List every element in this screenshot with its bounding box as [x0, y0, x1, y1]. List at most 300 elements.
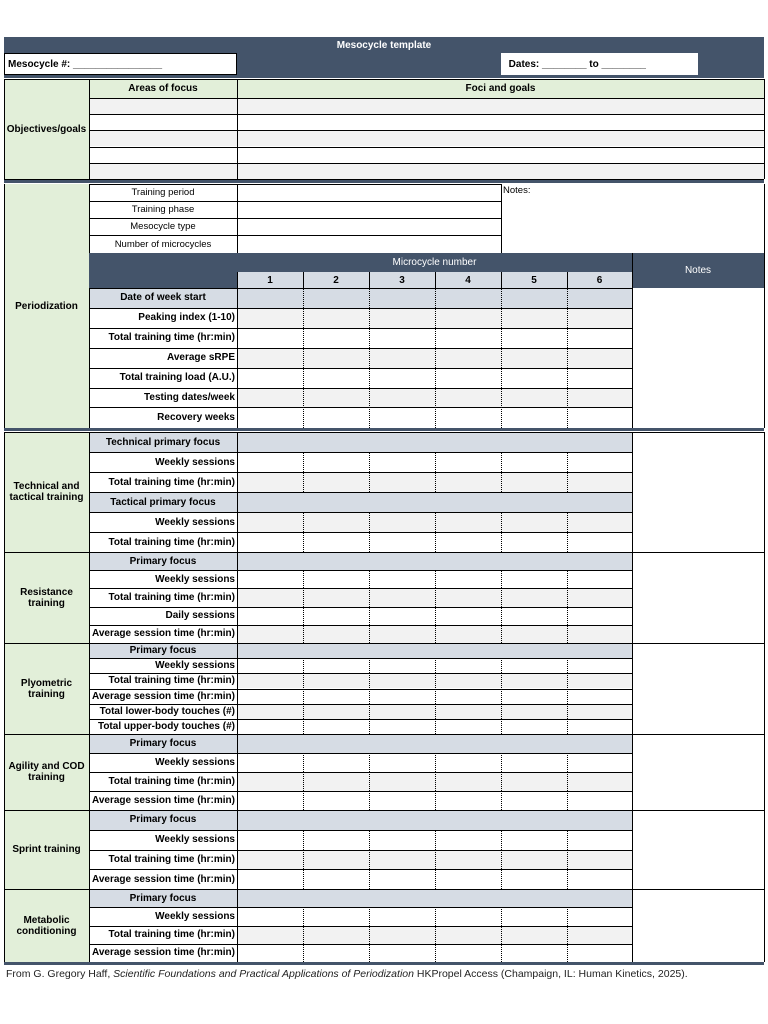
column-line: [567, 588, 568, 606]
column-line: [501, 532, 502, 552]
training-cell[interactable]: [435, 472, 501, 492]
training-cell[interactable]: [567, 689, 632, 704]
training-cell[interactable]: [237, 689, 303, 704]
training-cell[interactable]: [435, 689, 501, 704]
training-cell[interactable]: [567, 658, 632, 673]
training-cell[interactable]: [501, 753, 567, 772]
training-cell[interactable]: [369, 772, 435, 791]
period-cell[interactable]: [369, 328, 435, 348]
info-row-input[interactable]: [237, 184, 501, 201]
training-cell[interactable]: [237, 869, 303, 889]
training-cell[interactable]: [237, 704, 303, 719]
training-cell[interactable]: [567, 869, 632, 889]
training-cell[interactable]: [435, 791, 501, 810]
primary-focus-input[interactable]: [237, 492, 632, 512]
training-cell[interactable]: [303, 869, 369, 889]
training-cell[interactable]: [435, 658, 501, 673]
focus-area-input[interactable]: [89, 130, 237, 146]
training-cell[interactable]: [435, 753, 501, 772]
training-cell[interactable]: [501, 791, 567, 810]
info-row-input[interactable]: [237, 201, 501, 218]
section-row-label: Primary focus: [89, 889, 237, 907]
period-cell[interactable]: [303, 308, 369, 328]
period-cell[interactable]: [435, 407, 501, 427]
rule-line: [89, 184, 501, 185]
rule-line: [89, 147, 764, 148]
training-cell[interactable]: [567, 719, 632, 734]
training-cell[interactable]: [435, 719, 501, 734]
goal-input[interactable]: [237, 147, 764, 163]
column-line: [4, 432, 5, 552]
column-line: [501, 658, 502, 673]
training-cell[interactable]: [501, 926, 567, 944]
training-cell[interactable]: [435, 830, 501, 850]
column-line: [567, 689, 568, 704]
training-cell[interactable]: [567, 673, 632, 688]
goal-input[interactable]: [237, 114, 764, 130]
training-cell[interactable]: [435, 850, 501, 870]
training-cell[interactable]: [435, 452, 501, 472]
section-row-label: Weekly sessions: [89, 658, 237, 673]
training-cell[interactable]: [369, 588, 435, 606]
training-cell[interactable]: [369, 512, 435, 532]
training-cell[interactable]: [501, 673, 567, 688]
column-line: [369, 288, 370, 428]
section-row-label: Tactical primary focus: [89, 492, 237, 512]
rule-line: [89, 235, 501, 236]
training-cell[interactable]: [435, 926, 501, 944]
period-cell[interactable]: [369, 388, 435, 408]
rule-line: [89, 944, 632, 945]
training-cell[interactable]: [435, 532, 501, 552]
rule-line: [89, 348, 632, 349]
training-cell[interactable]: [303, 704, 369, 719]
training-cell[interactable]: [237, 907, 303, 925]
training-cell[interactable]: [237, 830, 303, 850]
training-cell[interactable]: [501, 658, 567, 673]
period-cell[interactable]: [369, 407, 435, 427]
period-cell[interactable]: [303, 368, 369, 388]
column-line: [303, 532, 304, 552]
training-cell[interactable]: [567, 570, 632, 588]
training-cell[interactable]: [567, 607, 632, 625]
footer-citation: From G. Gregory Haff, Scientific Foundations and Practical Applications of Periodization HKPropel Access (Champaign, IL: Human Kinetics, 2025).: [6, 968, 688, 980]
goal-input[interactable]: [237, 98, 764, 114]
training-cell[interactable]: [369, 625, 435, 643]
training-cell[interactable]: [369, 926, 435, 944]
training-cell[interactable]: [435, 907, 501, 925]
training-cell[interactable]: [303, 607, 369, 625]
microcycle-2-label: 2: [303, 272, 369, 288]
rule-line: [89, 98, 764, 99]
focus-area-input[interactable]: [89, 98, 237, 114]
goal-input[interactable]: [237, 130, 764, 146]
column-line: [435, 288, 436, 428]
column-line: [567, 472, 568, 492]
training-cell[interactable]: [369, 689, 435, 704]
column-line: [89, 889, 90, 962]
training-cell[interactable]: [369, 570, 435, 588]
training-cell[interactable]: [303, 689, 369, 704]
column-line: [369, 272, 370, 288]
column-line: [369, 607, 370, 625]
section-notes-2[interactable]: [632, 643, 764, 734]
column-line: [89, 288, 90, 428]
column-line: [632, 552, 633, 643]
training-cell[interactable]: [303, 625, 369, 643]
training-cell[interactable]: [567, 512, 632, 532]
training-cell[interactable]: [303, 532, 369, 552]
column-line: [237, 272, 238, 288]
info-row-label: Training period: [89, 184, 237, 201]
training-cell[interactable]: [567, 532, 632, 552]
period-cell[interactable]: [237, 348, 303, 368]
column-line: [4, 734, 5, 810]
training-cell[interactable]: [501, 907, 567, 925]
training-cell[interactable]: [501, 689, 567, 704]
period-cell[interactable]: [435, 388, 501, 408]
period-cell[interactable]: [501, 348, 567, 368]
training-cell[interactable]: [237, 673, 303, 688]
section-row-label: Total training time (hr:min): [89, 926, 237, 944]
training-cell[interactable]: [237, 532, 303, 552]
primary-focus-input[interactable]: [237, 643, 632, 658]
focus-area-input[interactable]: [89, 163, 237, 179]
period-cell[interactable]: [435, 328, 501, 348]
training-cell[interactable]: [435, 588, 501, 606]
period-cell[interactable]: [435, 368, 501, 388]
column-line: [435, 532, 436, 552]
section-divider: [4, 428, 764, 431]
mesocycle-number-field[interactable]: Mesocycle #: ________________: [4, 53, 237, 75]
training-cell[interactable]: [303, 588, 369, 606]
period-cell[interactable]: [303, 407, 369, 427]
training-cell[interactable]: [369, 791, 435, 810]
column-line: [501, 791, 502, 810]
training-cell[interactable]: [303, 772, 369, 791]
training-cell[interactable]: [237, 472, 303, 492]
dates-field[interactable]: Dates: ________ to ________: [501, 55, 698, 73]
primary-focus-input[interactable]: [237, 432, 632, 452]
training-cell[interactable]: [501, 452, 567, 472]
training-cell[interactable]: [567, 472, 632, 492]
training-cell[interactable]: [303, 719, 369, 734]
period-cell[interactable]: [501, 368, 567, 388]
training-cell[interactable]: [567, 850, 632, 870]
period-cell[interactable]: [369, 308, 435, 328]
period-cell[interactable]: [303, 388, 369, 408]
column-line: [303, 926, 304, 944]
training-cell[interactable]: [237, 452, 303, 472]
training-cell[interactable]: [303, 753, 369, 772]
training-cell[interactable]: [237, 607, 303, 625]
training-cell[interactable]: [567, 753, 632, 772]
section-notes-0[interactable]: [632, 432, 764, 552]
rule-line: [89, 926, 632, 927]
training-cell[interactable]: [435, 673, 501, 688]
column-line: [501, 926, 502, 944]
section-row-label: Average session time (hr:min): [89, 791, 237, 810]
rule-line: [89, 492, 632, 493]
training-cell[interactable]: [369, 532, 435, 552]
period-cell[interactable]: [567, 388, 632, 408]
training-cell[interactable]: [237, 570, 303, 588]
rule-line: [89, 201, 501, 202]
column-line: [237, 288, 238, 428]
period-cell[interactable]: [303, 328, 369, 348]
training-cell[interactable]: [237, 753, 303, 772]
column-line: [4, 643, 5, 734]
period-row-label: Total training load (A.U.): [89, 368, 237, 388]
focus-area-input[interactable]: [89, 114, 237, 130]
column-line: [237, 79, 238, 179]
section-label-2: Plyometric training: [4, 643, 89, 734]
section-notes-3[interactable]: [632, 734, 764, 810]
column-line: [4, 552, 5, 643]
info-row-input[interactable]: [237, 235, 501, 254]
column-line: [764, 79, 765, 179]
column-line: [632, 643, 633, 734]
training-cell[interactable]: [369, 850, 435, 870]
period-cell[interactable]: [567, 288, 632, 308]
training-cell[interactable]: [567, 588, 632, 606]
training-cell[interactable]: [369, 753, 435, 772]
column-line: [89, 184, 90, 253]
training-cell[interactable]: [303, 944, 369, 962]
rule-line: [89, 328, 632, 329]
training-cell[interactable]: [435, 512, 501, 532]
rule-line: [89, 791, 632, 792]
training-cell[interactable]: [303, 830, 369, 850]
training-cell[interactable]: [435, 869, 501, 889]
training-cell[interactable]: [369, 830, 435, 850]
training-cell[interactable]: [369, 607, 435, 625]
rule-line: [89, 308, 632, 309]
period-cell[interactable]: [567, 308, 632, 328]
column-line: [501, 452, 502, 472]
training-cell[interactable]: [501, 588, 567, 606]
training-cell[interactable]: [567, 944, 632, 962]
rule-line: [89, 407, 632, 408]
microcycle-6-label: 6: [567, 272, 632, 288]
training-cell[interactable]: [303, 673, 369, 688]
training-cell[interactable]: [501, 472, 567, 492]
period-cell[interactable]: [567, 348, 632, 368]
training-cell[interactable]: [501, 830, 567, 850]
column-line: [237, 643, 238, 734]
training-cell[interactable]: [567, 704, 632, 719]
training-cell[interactable]: [435, 607, 501, 625]
training-cell[interactable]: [435, 625, 501, 643]
column-line: [237, 734, 238, 810]
training-cell[interactable]: [567, 830, 632, 850]
column-line: [632, 734, 633, 810]
period-cell[interactable]: [237, 328, 303, 348]
period-cell[interactable]: [435, 288, 501, 308]
training-cell[interactable]: [501, 944, 567, 962]
rule-line: [89, 288, 632, 289]
column-line: [237, 184, 238, 253]
section-label-0: Technical and tactical training: [4, 432, 89, 552]
section-divider: [4, 962, 764, 965]
training-cell[interactable]: [501, 570, 567, 588]
period-cell[interactable]: [567, 368, 632, 388]
training-cell[interactable]: [501, 625, 567, 643]
training-cell[interactable]: [303, 472, 369, 492]
training-cell[interactable]: [303, 907, 369, 925]
training-cell[interactable]: [369, 704, 435, 719]
period-cell[interactable]: [501, 308, 567, 328]
period-cell[interactable]: [237, 288, 303, 308]
periodization-label: Periodization: [4, 184, 89, 428]
training-cell[interactable]: [567, 791, 632, 810]
section-row-label: Total training time (hr:min): [89, 850, 237, 870]
training-cell[interactable]: [567, 772, 632, 791]
training-cell[interactable]: [369, 472, 435, 492]
training-cell[interactable]: [567, 452, 632, 472]
period-cell[interactable]: [237, 368, 303, 388]
period-cell[interactable]: [501, 328, 567, 348]
training-cell[interactable]: [435, 772, 501, 791]
training-cell[interactable]: [303, 850, 369, 870]
training-cell[interactable]: [501, 869, 567, 889]
goal-input[interactable]: [237, 163, 764, 179]
column-line: [435, 719, 436, 734]
column-line: [501, 704, 502, 719]
column-line: [369, 704, 370, 719]
column-line: [303, 719, 304, 734]
training-cell[interactable]: [237, 772, 303, 791]
training-cell[interactable]: [303, 452, 369, 472]
training-cell[interactable]: [369, 658, 435, 673]
column-line: [369, 512, 370, 532]
training-cell[interactable]: [369, 944, 435, 962]
period-cell[interactable]: [369, 348, 435, 368]
periodization-notes[interactable]: Notes:: [501, 184, 764, 253]
info-row-label: Mesocycle type: [89, 218, 237, 235]
training-cell[interactable]: [369, 452, 435, 472]
training-cell[interactable]: [237, 588, 303, 606]
training-cell[interactable]: [567, 926, 632, 944]
column-line: [435, 658, 436, 673]
rule-line: [4, 432, 764, 433]
section-row-label: Total training time (hr:min): [89, 772, 237, 791]
column-line: [501, 830, 502, 850]
primary-focus-input[interactable]: [237, 734, 632, 753]
training-cell[interactable]: [501, 512, 567, 532]
column-line: [567, 673, 568, 688]
section-notes-4[interactable]: [632, 810, 764, 889]
rule-line: [89, 368, 632, 369]
primary-focus-input[interactable]: [237, 889, 632, 907]
column-line: [303, 850, 304, 870]
section-row-label: Weekly sessions: [89, 570, 237, 588]
column-line: [435, 753, 436, 772]
section-row-label: Weekly sessions: [89, 830, 237, 850]
training-cell[interactable]: [237, 625, 303, 643]
periodization-notes-column[interactable]: [632, 288, 764, 428]
column-line: [4, 889, 5, 962]
column-line: [501, 570, 502, 588]
focus-area-input[interactable]: [89, 147, 237, 163]
training-cell[interactable]: [303, 570, 369, 588]
training-cell[interactable]: [501, 704, 567, 719]
training-cell[interactable]: [369, 719, 435, 734]
column-line: [89, 734, 90, 810]
column-line: [4, 810, 5, 889]
training-cell[interactable]: [237, 512, 303, 532]
training-cell[interactable]: [303, 791, 369, 810]
section-notes-5[interactable]: [632, 889, 764, 962]
primary-focus-input[interactable]: [237, 810, 632, 830]
training-cell[interactable]: [237, 658, 303, 673]
training-cell[interactable]: [303, 512, 369, 532]
training-cell[interactable]: [567, 625, 632, 643]
section-notes-1[interactable]: [632, 552, 764, 643]
period-cell[interactable]: [237, 388, 303, 408]
training-cell[interactable]: [435, 944, 501, 962]
period-cell[interactable]: [303, 348, 369, 368]
training-cell[interactable]: [369, 907, 435, 925]
training-cell[interactable]: [501, 607, 567, 625]
training-cell[interactable]: [237, 791, 303, 810]
period-cell[interactable]: [501, 407, 567, 427]
training-cell[interactable]: [303, 926, 369, 944]
training-cell[interactable]: [369, 673, 435, 688]
training-cell[interactable]: [501, 772, 567, 791]
period-cell[interactable]: [435, 308, 501, 328]
training-cell[interactable]: [237, 850, 303, 870]
training-cell[interactable]: [501, 719, 567, 734]
training-cell[interactable]: [567, 907, 632, 925]
column-line: [303, 607, 304, 625]
rule-line: [89, 607, 632, 608]
training-cell[interactable]: [237, 719, 303, 734]
period-cell[interactable]: [237, 407, 303, 427]
column-line: [632, 432, 633, 552]
period-row-label: Total training time (hr:min): [89, 328, 237, 348]
training-cell[interactable]: [501, 532, 567, 552]
column-line: [764, 643, 765, 734]
column-line: [369, 689, 370, 704]
training-cell[interactable]: [435, 570, 501, 588]
training-cell[interactable]: [435, 704, 501, 719]
period-cell[interactable]: [567, 328, 632, 348]
period-cell[interactable]: [303, 288, 369, 308]
period-cell[interactable]: [501, 288, 567, 308]
training-cell[interactable]: [237, 926, 303, 944]
training-cell[interactable]: [237, 944, 303, 962]
period-cell[interactable]: [369, 368, 435, 388]
training-cell[interactable]: [303, 658, 369, 673]
column-line: [567, 452, 568, 472]
period-cell[interactable]: [237, 308, 303, 328]
info-row-input[interactable]: [237, 218, 501, 235]
section-row-label: Average session time (hr:min): [89, 869, 237, 889]
info-row-label: Number of microcycles: [89, 235, 237, 254]
column-line: [632, 810, 633, 889]
microcycle-3-label: 3: [369, 272, 435, 288]
period-cell[interactable]: [369, 288, 435, 308]
period-cell[interactable]: [501, 388, 567, 408]
period-cell[interactable]: [567, 407, 632, 427]
column-line: [764, 432, 765, 552]
microcycle-header-blank: [89, 253, 237, 288]
primary-focus-input[interactable]: [237, 552, 632, 570]
training-cell[interactable]: [501, 850, 567, 870]
period-cell[interactable]: [435, 348, 501, 368]
training-cell[interactable]: [369, 869, 435, 889]
